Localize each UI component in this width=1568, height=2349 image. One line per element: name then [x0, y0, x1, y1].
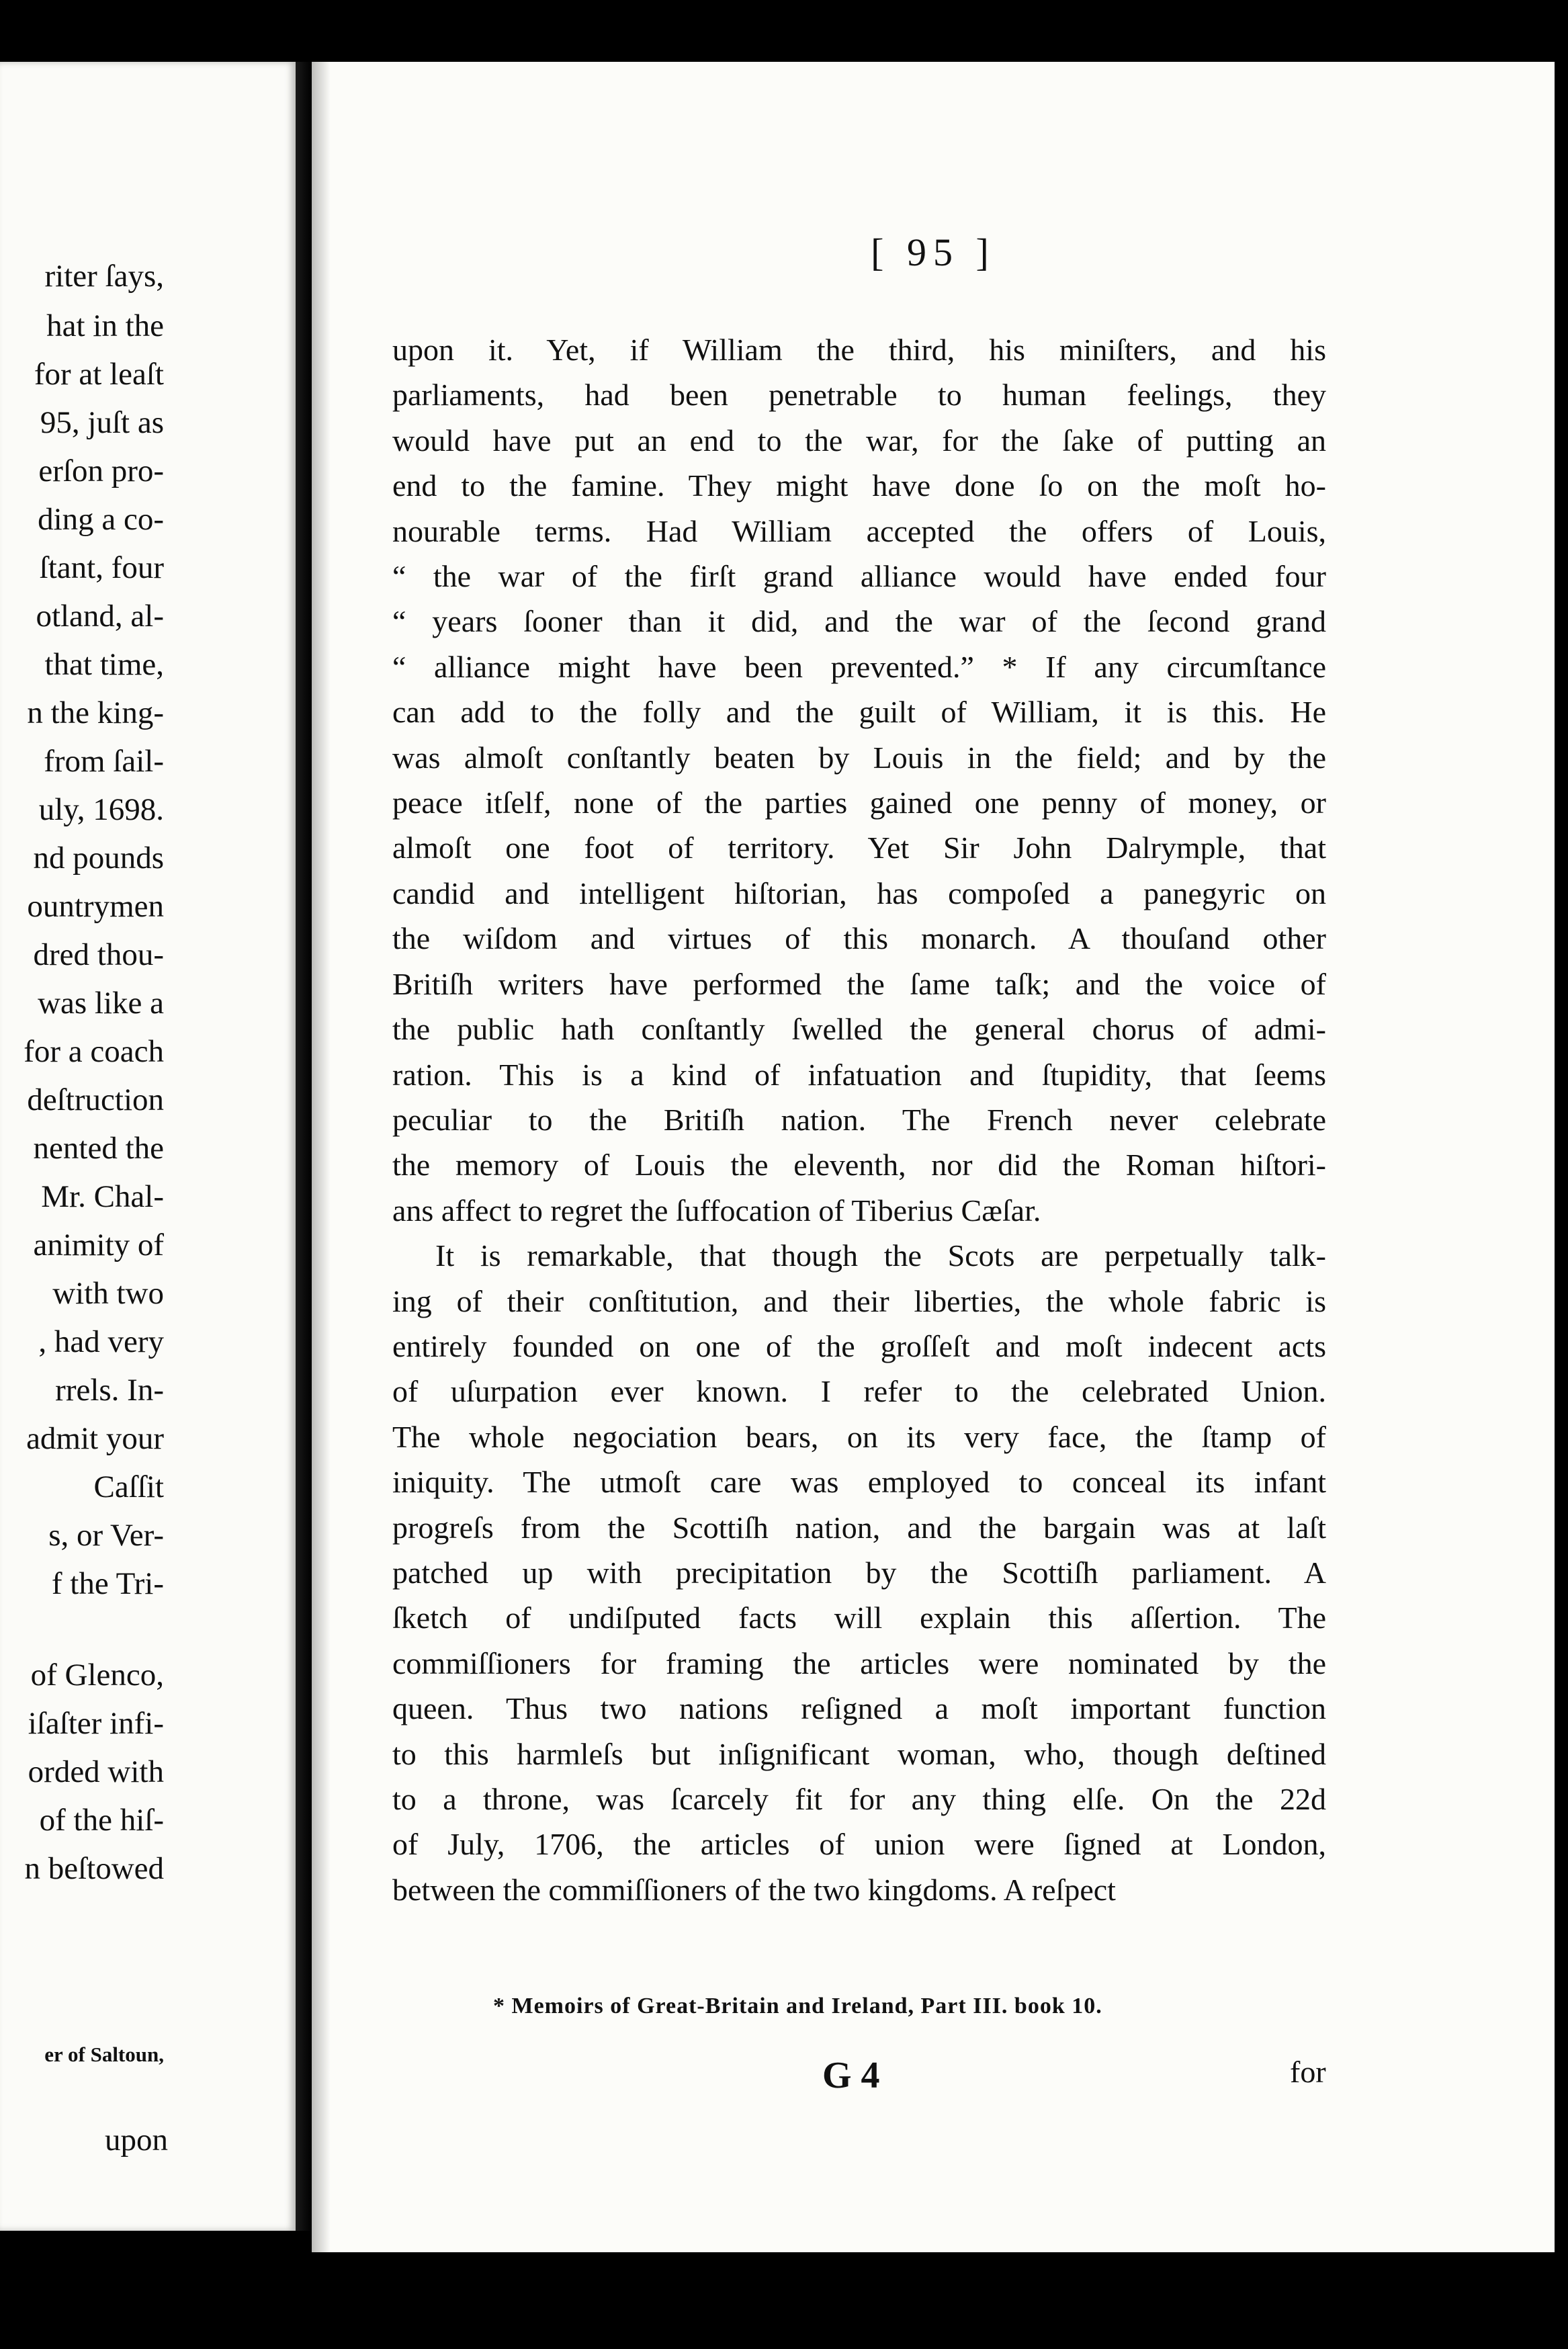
text-line: ing of their conſtitution, and their liberties, the whole fabric is: [392, 1283, 1326, 1318]
text-line: end to the famine. They might have done ſo on the moſt ho-: [392, 468, 1326, 503]
left-page-line: dred thou-: [33, 937, 164, 972]
text-line: to this harmleſs but inſignificant woman, who, though deſtined: [392, 1736, 1326, 1771]
text-line: iniquity. The utmoſt care was employed to conceal its infant: [392, 1465, 1326, 1500]
body-text: [392, 327, 1326, 1912]
left-page-line: , had very: [38, 1324, 164, 1359]
left-page: [0, 62, 296, 2231]
catchword: for: [1290, 2055, 1326, 2089]
left-page-line: with two: [52, 1276, 164, 1311]
left-page-line: iſaſter infi-: [28, 1706, 164, 1741]
left-page-line: ountrymen: [27, 889, 164, 924]
left-page-line: of the hiſ-: [39, 1803, 164, 1838]
left-page-line: riter ſays,: [44, 259, 164, 294]
page-number: [ 95 ]: [871, 230, 996, 274]
left-page-line: admit your: [26, 1421, 164, 1456]
text-line: to a throne, was ſcarcely fit for any thing elſe. On the 22d: [392, 1782, 1326, 1816]
left-page-line: erſon pro-: [38, 454, 164, 488]
text-line: Britiſh writers have performed the ſame taſk; and the voice of: [392, 966, 1326, 1001]
book-gutter: [296, 62, 312, 2231]
text-line: ſketch of undiſputed facts will explain this aſſertion. The: [392, 1600, 1326, 1635]
left-page-line: deſtruction: [27, 1082, 164, 1117]
left-page-line: from ſail-: [44, 744, 164, 779]
left-page-line: Mr. Chal-: [41, 1179, 164, 1214]
text-line: of uſurpation ever known. I refer to the celebrated Union.: [392, 1374, 1326, 1409]
text-line: The whole negociation bears, on its very face, the ſtamp of: [392, 1419, 1326, 1454]
left-page-line: animity of: [33, 1228, 164, 1263]
text-line: entirely founded on one of the groſſeſt and moſt indecent acts: [392, 1328, 1326, 1363]
text-line: nourable terms. Had William accepted the offers of Louis,: [392, 513, 1326, 548]
text-line: almoſt one foot of territory. Yet Sir John Dalrymple, that: [392, 830, 1326, 865]
left-page-catchword: upon: [105, 2123, 168, 2158]
left-page-line: for at leaſt: [34, 357, 164, 392]
signature-mark: G 4: [822, 2055, 880, 2096]
left-page-line: nd pounds: [33, 841, 164, 875]
right-page: [312, 62, 1555, 2252]
left-page-line: ding a co-: [38, 502, 164, 537]
text-line: was almoſt conſtantly beaten by Louis in the field; and by the: [392, 740, 1326, 775]
left-page-line: uly, 1698.: [38, 792, 164, 827]
text-line: between the commiſſioners of the two kingdoms. A reſpect: [392, 1872, 1116, 1907]
left-page-line: orded with: [28, 1754, 164, 1789]
left-page-line: 95, juſt as: [40, 405, 164, 440]
left-page-line: otland, al-: [36, 599, 164, 634]
left-page-line: f the Tri-: [51, 1566, 164, 1601]
text-line: candid and intelligent hiſtorian, has compoſed a panegyric on: [392, 875, 1326, 910]
left-page-line: for a coach: [24, 1034, 164, 1069]
text-line: the public hath conſtantly ſwelled the general chorus of admi-: [392, 1012, 1326, 1047]
text-line: the wiſdom and virtues of this monarch. A thouſand other: [392, 921, 1326, 956]
page-shadow: [312, 62, 331, 2252]
text-line: of July, 1706, the articles of union were ſigned at London,: [392, 1827, 1326, 1862]
text-line: “ the war of the firſt grand alliance would have ended four: [392, 559, 1326, 594]
text-line: progreſs from the Scottiſh nation, and the bargain was at laſt: [392, 1510, 1326, 1545]
left-page-line: nented the: [33, 1131, 164, 1166]
text-line: peace itſelf, none of the parties gained one penny of money, or: [392, 785, 1326, 820]
left-page-line: hat in the: [46, 308, 164, 343]
left-page-footnote: er of Saltoun,: [44, 2043, 164, 2066]
left-page-line: was like a: [38, 986, 164, 1021]
left-page-line: Caſſit: [93, 1469, 164, 1504]
left-page-line: rrels. In-: [55, 1373, 164, 1408]
text-line: It is remarkable, that though the Scots are perpetually talk-: [435, 1238, 1326, 1273]
text-line: can add to the folly and the guilt of William, it is this. He: [392, 695, 1326, 730]
text-line: ans affect to regret the ſuffocation of Tiberius Cæſar.: [392, 1193, 1041, 1228]
text-line: patched up with precipitation by the Scottiſh parliament. A: [392, 1555, 1326, 1590]
text-line: upon it. Yet, if William the third, his miniſters, and his: [392, 333, 1326, 367]
text-line: ration. This is a kind of infatuation and ſtupidity, that ſeems: [392, 1057, 1326, 1092]
left-page-line: ſtant, four: [39, 550, 164, 585]
text-line: parliaments, had been penetrable to human feelings, they: [392, 378, 1326, 413]
text-line: the memory of Louis the eleventh, nor did the Roman hiſtori-: [392, 1148, 1326, 1183]
left-page-line: n the king-: [27, 695, 164, 730]
text-line: would have put an end to the war, for the ſake of putting an: [392, 423, 1326, 458]
left-page-line: n beſtowed: [24, 1851, 164, 1886]
left-page-line: s, or Ver-: [48, 1518, 164, 1553]
left-page-line: that time,: [44, 647, 164, 682]
text-line: commiſſioners for framing the articles were nominated by the: [392, 1646, 1326, 1680]
text-line: “ alliance might have been prevented.” * If any circumſtance: [392, 649, 1326, 684]
text-line: “ years ſooner than it did, and the war of the ſecond grand: [392, 604, 1326, 639]
text-line: peculiar to the Britiſh nation. The French never celebrate: [392, 1102, 1326, 1137]
text-line: queen. Thus two nations reſigned a moſt important function: [392, 1691, 1326, 1726]
footnote: * Memoirs of Great-Britain and Ireland, Part III. book 10.: [493, 1994, 1102, 2018]
left-page-line: of Glenco,: [30, 1658, 164, 1693]
